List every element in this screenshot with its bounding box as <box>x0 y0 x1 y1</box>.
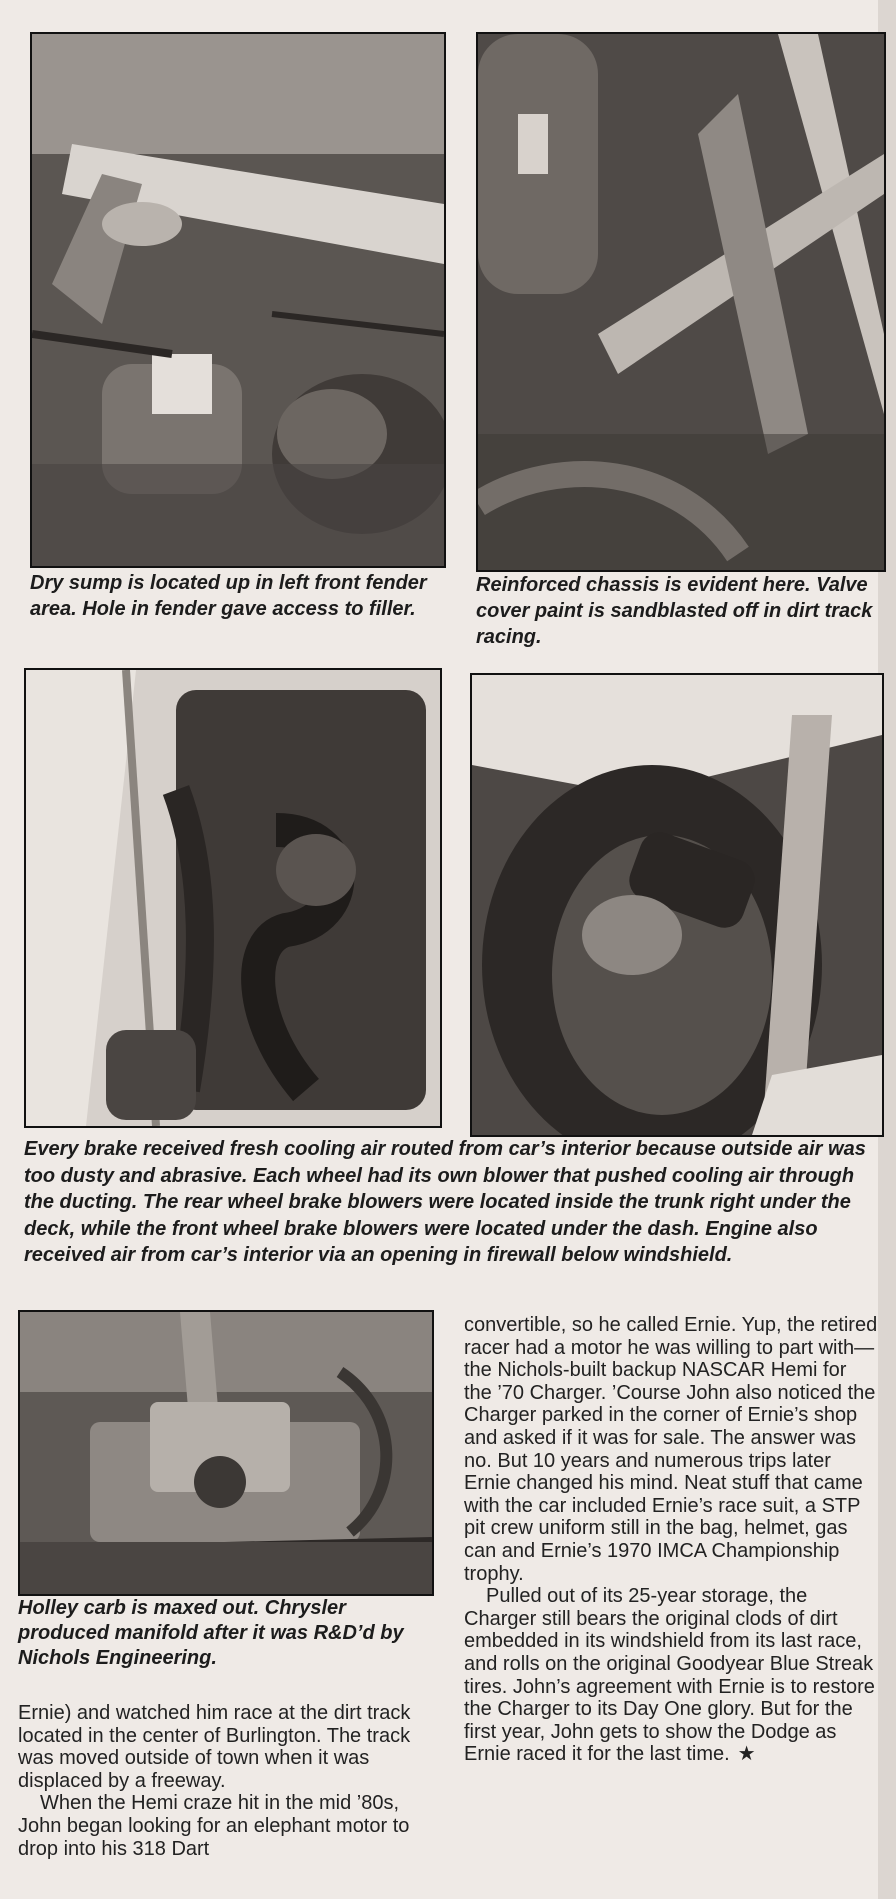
article-paragraph-text: Pulled out of its 25-year storage, the Charger still bears the original clods of dirt embedded in its windshield from its last race, and rolls on the original Goodyear Blue Streak tires. John’s agreement with Ernie is to restore the Charger to its Day One glory. But for the first year, John gets to show the Dodge as Ernie raced it for the last time. <box>464 1585 875 1766</box>
article-paragraph: convertible, so he called Ernie. Yup, the retired racer had a motor he was willing to part with—the Nichols-built backup NASCAR Hemi for the ’70 Charger. ’Course John also noticed the Charger parked in the corner of Ernie’s shop and asked if it was for sale. The answer was no. But 10 years and numerous trips later Ernie changed his mind. Neat stuff that came with the car included Ernie’s race suit, a STP pit crew uniform still in the bag, helmet, gas can and Ernie’s 1970 IMCA Championship trophy. <box>464 1314 878 1585</box>
article-paragraph: When the Hemi craze hit in the mid ’80s, John began looking for an elephant motor to drop into his 318 Dart <box>18 1792 410 1860</box>
carb-photo <box>18 1310 434 1596</box>
engine-bay-photo <box>30 32 446 568</box>
chassis-photo <box>476 32 886 572</box>
caption-brakes: Every brake received fresh cooling air routed from car’s interior because outside air was too dusty and abrasive. Each wheel had its own blower that pushed cooling air through the ducting. The rear wheel brake blowers were located inside the trunk right under the deck, while the front wheel brake blowers were located under the dash. Engine also received air from car’s interior via an opening in firewall below windshield. <box>24 1138 866 1266</box>
end-mark-star-icon: ★ <box>737 1743 756 1766</box>
caption-chassis: Reinforced chassis is evident here. Valve cover paint is sandblasted off in dirt track racing. <box>476 574 873 648</box>
caption-carb: Holley carb is maxed out. Chrysler produced manifold after it was R&D’d by Nichols Engineering. <box>18 1597 404 1669</box>
article-left-column <box>18 1702 430 1860</box>
article-paragraph <box>464 1585 878 1766</box>
article-right-column <box>464 1314 878 1766</box>
trunk-photo <box>24 668 442 1128</box>
article-paragraph: Ernie) and watched him race at the dirt track located in the center of Burlington. The track was moved outside of town when it was displaced by a freeway. <box>18 1702 411 1792</box>
caption-dry-sump: Dry sump is located up in left front fender area. Hole in fender gave access to filler. <box>30 572 427 620</box>
wheel-photo <box>470 673 884 1137</box>
